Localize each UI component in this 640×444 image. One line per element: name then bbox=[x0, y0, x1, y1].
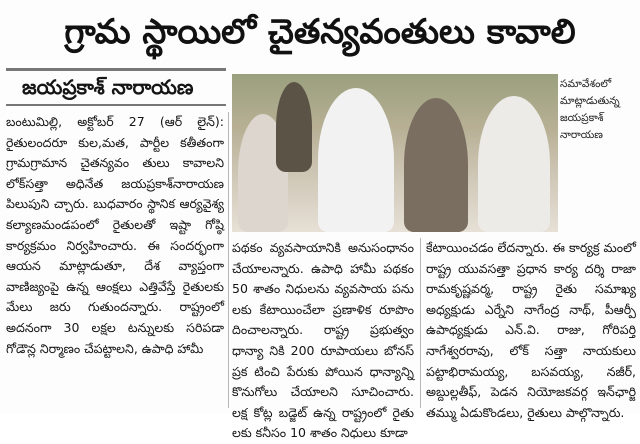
column-divider-1 bbox=[228, 112, 229, 408]
photo-person-4 bbox=[404, 98, 468, 232]
article-column-2 bbox=[232, 238, 414, 444]
article-column-1 bbox=[6, 112, 224, 359]
article-text-1: బంటుమిల్లి, అక్టోబర్ 27 (ఆర్ లైన్): రైతులందరూ కుల,మత, పార్టీల కతీతంగా గ్రామగ్రామాన చైతన్యవం తులు కావాలని లోక్‌సత్తా అధినేత జయప్రకాశ్‌నారాయణ పిలుపుని చ్చారు. బుధవారం స్థానిక ఆర్యవైశ్య కల్యాణమండపంలో రైతులతో ఇష్టా గోష్ఠి కార్యక్రమం నిర్వహించారు. ఈ సందర్భంగా ఆయన మాట్లాడుతూ, దేశ వ్యాప్తంగా వాణిజ్యంపై ఉన్న ఆంక్షలు ఎత్తివేస్తే రైతులకు మేలు జరు గుతుందన్నారు. రాష్ట్రంలో అదనంగా 30 లక్షల టన్నులకు సరిపడా గోడౌన్ల నిర్మాణం చేపట్టాలని, ఉపాధి హామీ bbox=[6, 114, 224, 356]
headline: గ్రామ స్థాయిలో చైతన్యవంతులు కావాలి bbox=[64, 12, 576, 52]
photo-person-2 bbox=[276, 82, 312, 172]
news-photo bbox=[232, 74, 558, 232]
byline: జయప్రకాశ్ నారాయణ bbox=[22, 75, 194, 99]
photo-person-3 bbox=[318, 88, 394, 232]
article-text-3: కేటాయించడం లేదన్నారు. ఈ కార్యక్ర మంలో రాష్ట్ర యువసత్తా ప్రధాన కార్య దర్శి రాజా రామకృష్ణవర్మ, రాష్ట్ర రైతు సమాఖ్య అధ్యక్షుడు ఎర్నేని నాగేంద్ర నాథ్, పీఆర్పీ ఉపాధ్యక్షుడు ఎన్.వి. రాజు, గోరిపర్తి నాగేశ్వరరావు, లోక్ సత్తా నాయకులు పట్టాభిరామయ్య, బసవయ్య, నజీర్, అబ్దుల్లతీఫ్, పెడన నియోజకవర్గ ఇన్‌ఛార్జి తమ్ము ఏడుకొండలు, రైతులు పాల్గొన్నారు. bbox=[426, 240, 636, 420]
photo-person-5 bbox=[478, 96, 550, 232]
article-column-3 bbox=[426, 238, 636, 423]
photo-caption: సమావేశంలో మాట్లాడుతున్న జయప్రకాశ్ నారాయణ bbox=[560, 78, 620, 141]
column-divider-2 bbox=[420, 238, 421, 408]
article-text-2: పథకం వ్యవసాయానికి అనుసంధానం చేయాలన్నారు. ఉపాధి హామీ పథకం 50 శాతం నిధులను వ్యవసాయ పను లకు కేటాయించేలా ప్రణాళిక రూపొం దించాలన్నారు. రాష్ట్ర ప్రభుత్వం ధాన్యా నికి 200 రూపాయలు బోనస్ ప్రక టించి పేరుకు పోయిన ధాన్యాన్ని కొనుగోలు చేయాలని సూచించారు. లక్ష కోట్ల బడ్జెట్ ఉన్న రాష్ట్రంలో రైతు లకు కనీసం 10 శాతం నిధులు కూడా bbox=[232, 240, 414, 441]
byline-bar bbox=[6, 68, 226, 106]
